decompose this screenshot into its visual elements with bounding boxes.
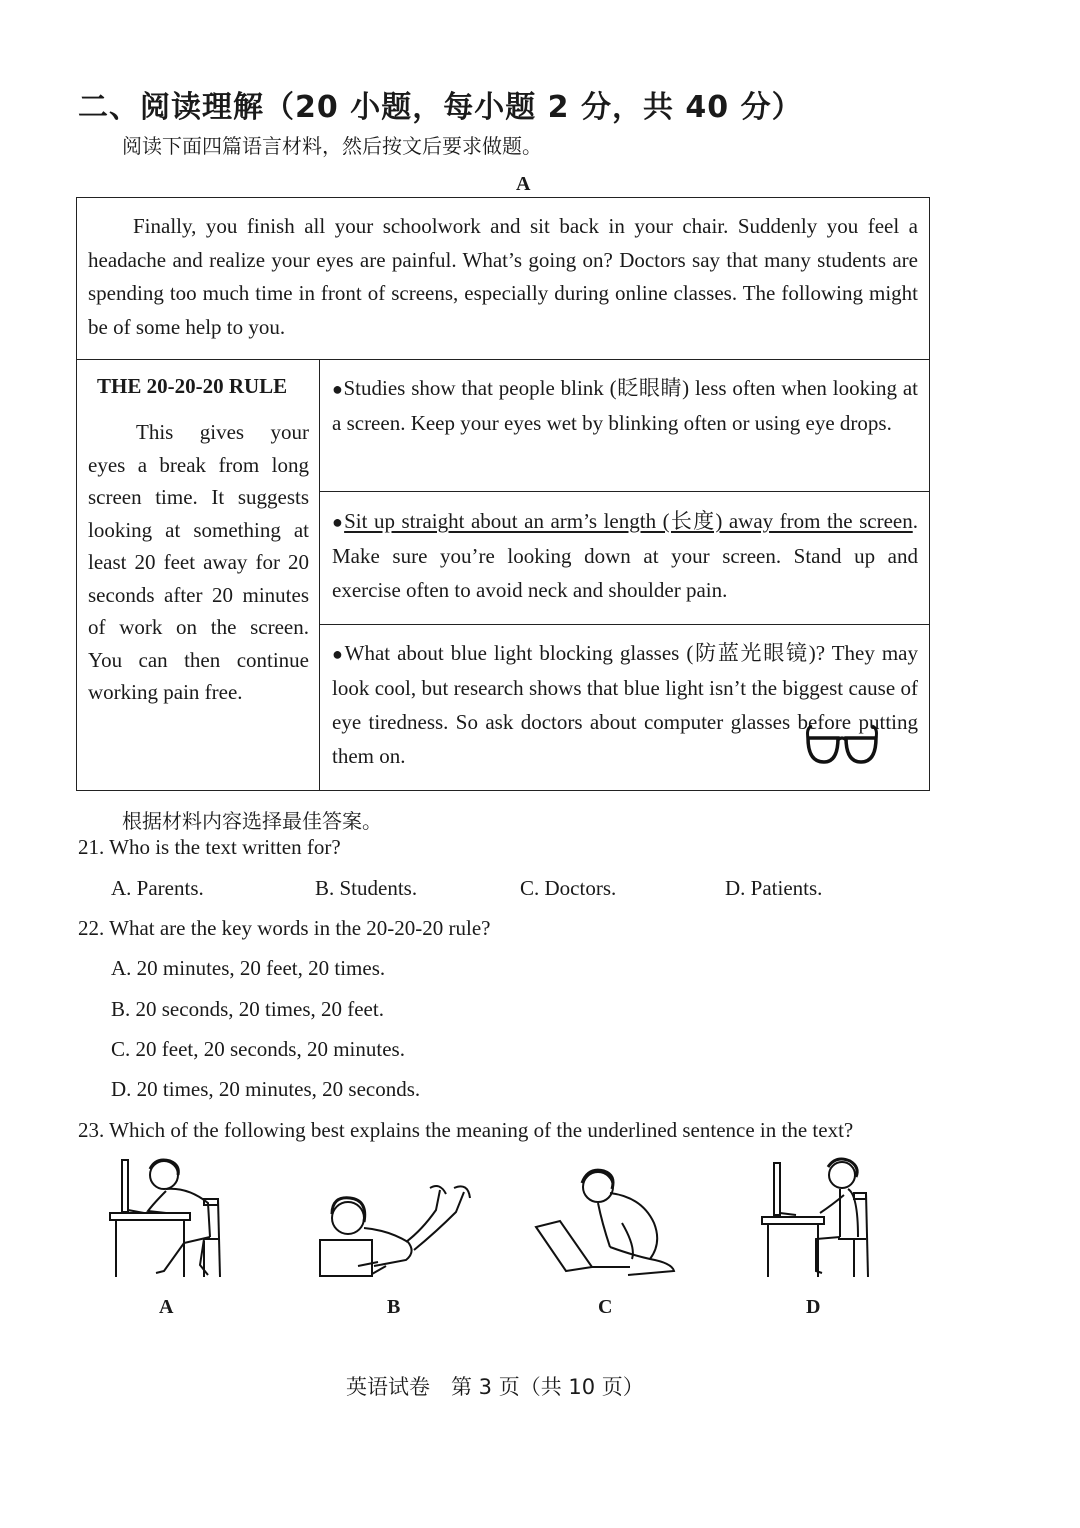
option-22-c: C. 20 feet, 20 seconds, 20 minutes. <box>111 1037 405 1061</box>
glasses-icon <box>804 722 880 768</box>
bullet-icon: ● <box>332 512 345 532</box>
picture-label-d: D <box>806 1296 821 1318</box>
rule-body: This gives your eyes a break from long screen time. It suggests looking at something at least 20 feet away for 20 seconds after 20 minutes of work on the screen. You can then continue working pain free. <box>88 420 309 704</box>
tip-blink-text: Studies show that people blink (眨眼睛) less often when looking at a screen. Keep your eyes wet by blinking often or using eye drops. <box>332 376 918 435</box>
divider-column <box>319 359 320 791</box>
section-instructions: 阅读下面四篇语言材料，然后按文后要求做题。 <box>122 134 542 158</box>
question-22: 22. What are the key words in the 20-20-20 rule? <box>78 916 491 940</box>
option-22-a: A. 20 minutes, 20 feet, 20 times. <box>111 956 386 980</box>
option-21-c: C. Doctors. <box>520 876 617 900</box>
tip-blink <box>332 371 918 440</box>
divider-intro <box>76 359 930 360</box>
rule-title: THE 20-20-20 RULE <box>97 374 288 398</box>
divider-tip-2 <box>319 624 930 625</box>
bullet-icon: ● <box>332 379 344 399</box>
answer-instruction: 根据材料内容选择最佳答案。 <box>122 809 382 833</box>
option-22-d: D. 20 times, 20 minutes, 20 seconds. <box>111 1077 421 1101</box>
divider-tip-1 <box>319 491 930 492</box>
picture-d-upright <box>760 1155 870 1280</box>
underlined-sentence: Sit up straight about an arm’s length (长度) away from the screen <box>344 509 913 533</box>
passage-intro: Finally, you finish all your schoolwork and sit back in your chair. Suddenly you feel a headache and realize your eyes are painful. What’s going on? Doctors say that many students are spending too much time in front of screens, especially during online classes. The following might be of some help to you. <box>88 214 918 339</box>
option-22-b: B. 20 seconds, 20 times, 20 feet. <box>111 997 384 1021</box>
picture-b-lying <box>318 1170 474 1280</box>
picture-label-c: C <box>598 1296 613 1318</box>
option-21-b: B. Students. <box>315 876 418 900</box>
picture-c-hunched <box>532 1163 678 1281</box>
tip-glasses-text: What about blue light blocking glasses (防蓝光眼镜)? They may look cool, but research shows that blue light isn’t the biggest cause of eye tiredness. So ask doctors about computer glasses before putting them on. <box>332 641 918 768</box>
option-21-a: A. Parents. <box>111 876 204 900</box>
passage-label: A <box>516 173 531 195</box>
page-footer: 英语试卷 第 3 页（共 10 页） <box>346 1375 644 1399</box>
picture-label-b: B <box>387 1296 401 1318</box>
option-21-d: D. Patients. <box>725 876 823 900</box>
tip-posture <box>332 504 918 607</box>
bullet-icon: ● <box>332 644 345 664</box>
question-23: 23. Which of the following best explains the meaning of the underlined sentence in the text? <box>78 1118 854 1142</box>
picture-a-slouching <box>108 1155 226 1280</box>
section-title: 二、阅读理解（20 小题，每小题 2 分，共 40 分） <box>78 90 803 125</box>
tip-posture-text: . Make sure you’re looking down at your screen. Stand up and exercise often to avoid neck and shoulder pain. <box>332 509 918 602</box>
question-21: 21. Who is the text written for? <box>78 835 341 859</box>
picture-label-a: A <box>159 1296 174 1318</box>
